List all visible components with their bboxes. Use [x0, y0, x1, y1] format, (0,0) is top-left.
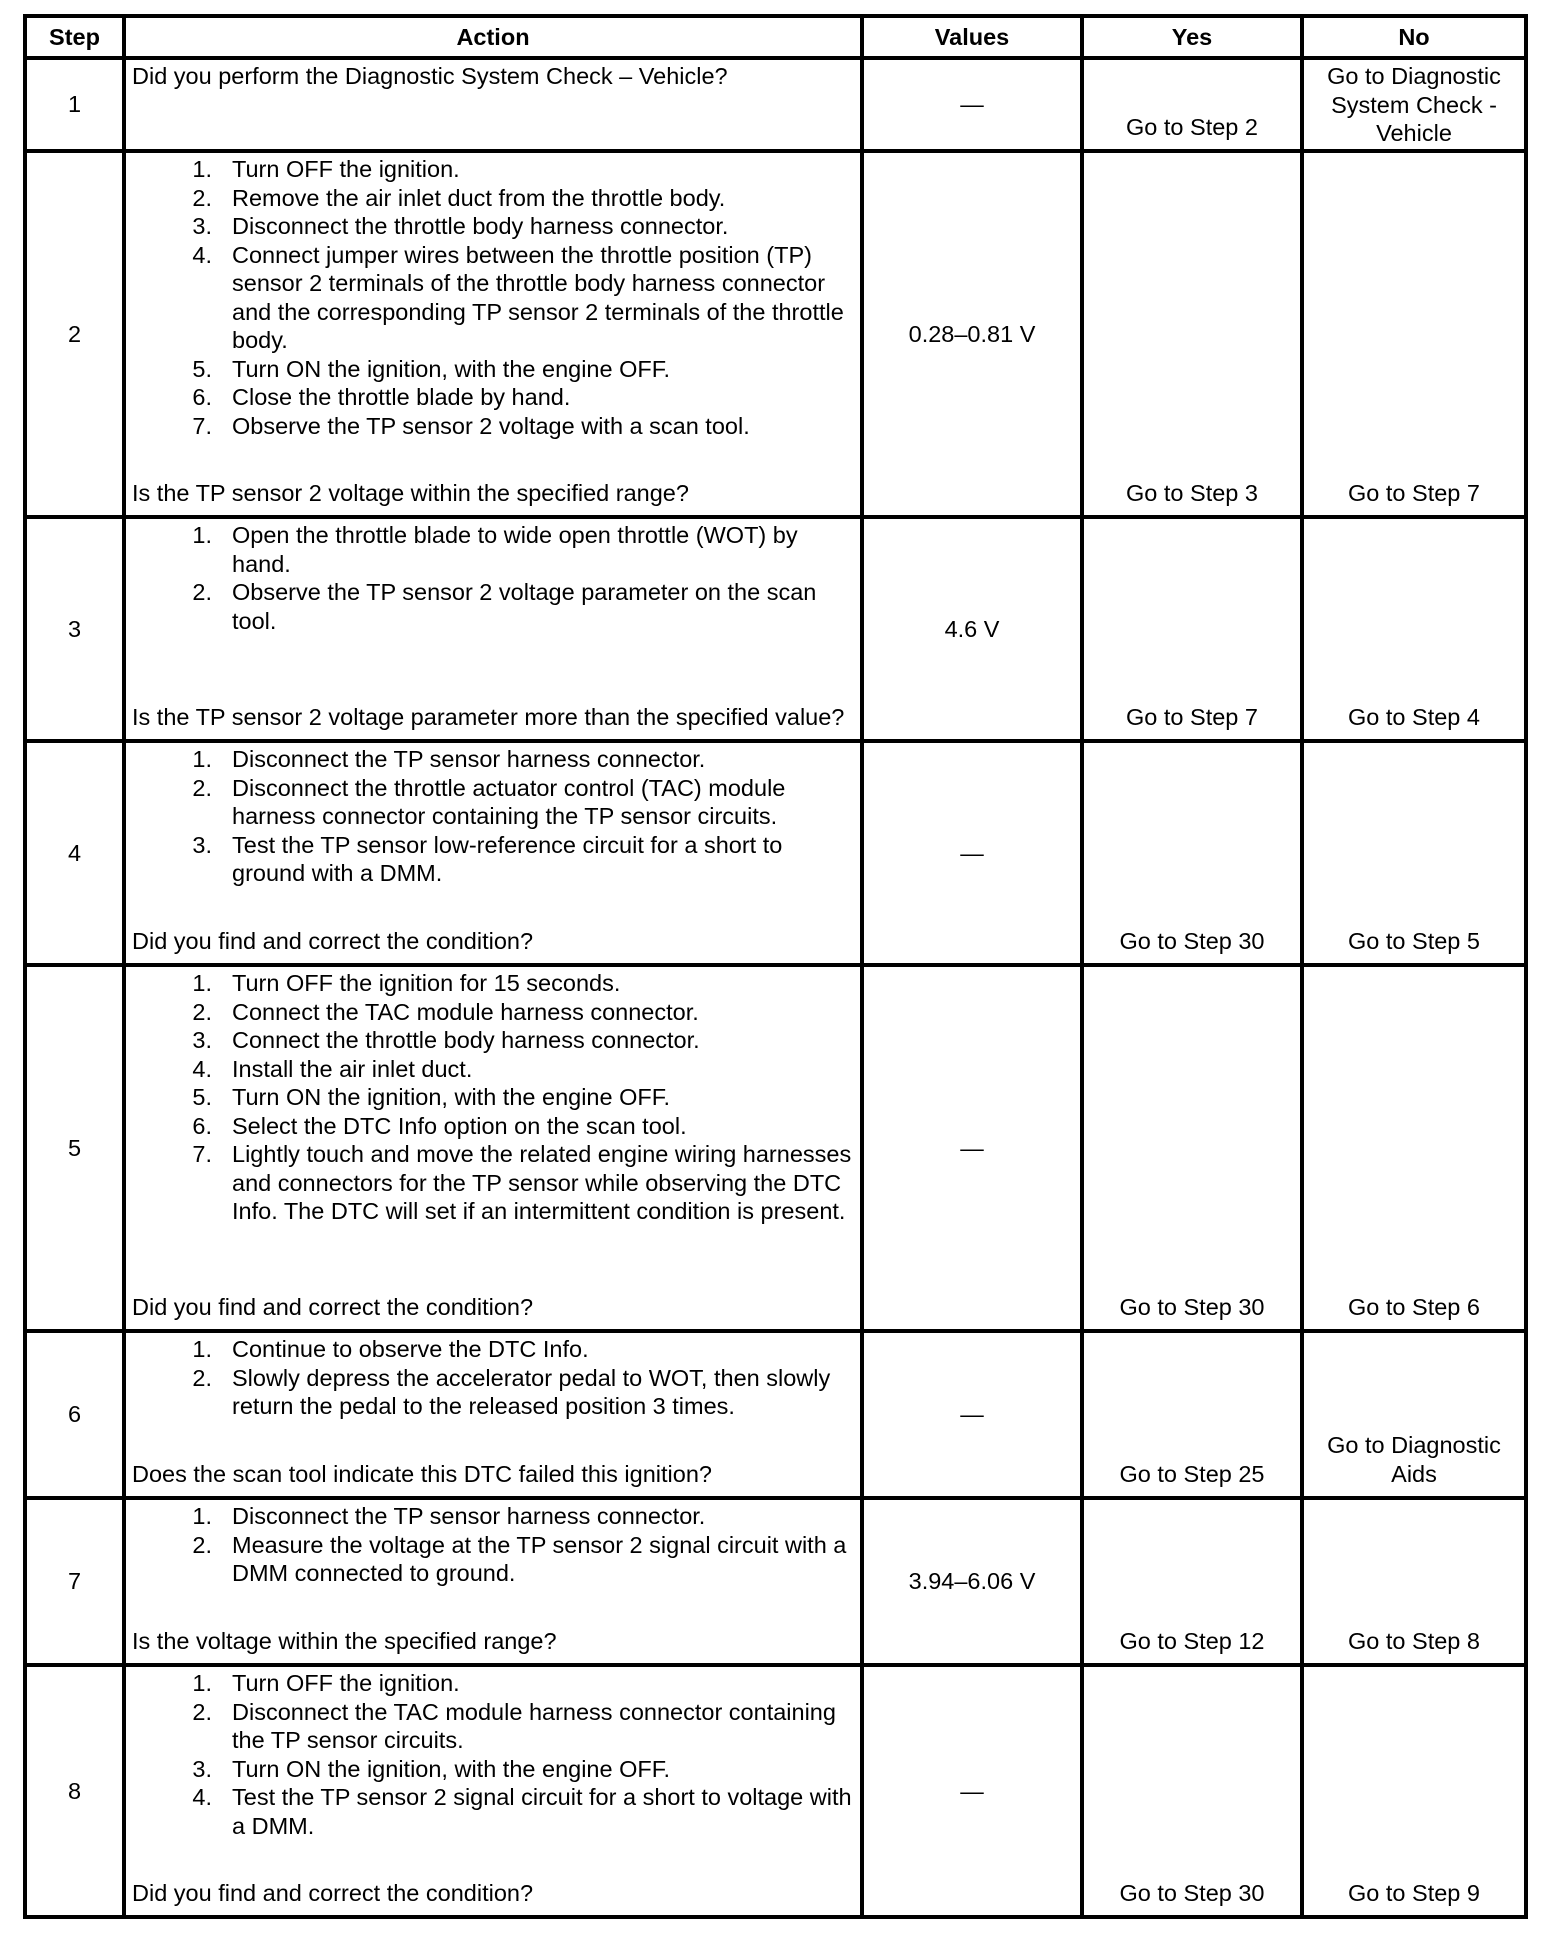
- action-step: [132, 355, 854, 384]
- yes-cell: [1082, 58, 1302, 151]
- action-step: [132, 1055, 854, 1084]
- value-cell: —: [862, 58, 1082, 151]
- action-question: Is the TP sensor 2 voltage parameter more than the specified value?: [132, 703, 845, 730]
- action-step-text: Select the DTC Info option on the scan tool.: [232, 1112, 687, 1139]
- action-step: [132, 212, 854, 241]
- action-step-text: Open the throttle blade to wide open throttle (WOT) by hand.: [232, 522, 798, 577]
- go-to-no-link[interactable]: Go to Step 6: [1348, 1293, 1480, 1320]
- action-step-text: Close the throttle blade by hand.: [232, 384, 571, 410]
- action-step-number: 1.: [192, 522, 212, 548]
- table-row: [25, 58, 1526, 151]
- action-steps-list: [132, 155, 854, 440]
- action-cell: [124, 1498, 862, 1665]
- action-step: [132, 1364, 854, 1421]
- go-to-no-link[interactable]: Go to Step 9: [1348, 1879, 1480, 1906]
- action-step-number: 1.: [192, 1670, 212, 1696]
- action-step-text: Test the TP sensor 2 signal circuit for a short to voltage with a DMM.: [232, 1784, 852, 1839]
- table-body: [25, 58, 1526, 1917]
- action-step-text: Slowly depress the accelerator pedal to WOT, then slowly return the pedal to the released position 3 times.: [232, 1364, 831, 1419]
- go-to-yes-link[interactable]: Go to Step 30: [1119, 1293, 1265, 1320]
- action-step: [132, 1502, 854, 1531]
- go-to-yes-link[interactable]: Go to Step 7: [1126, 703, 1258, 730]
- action-step: [132, 184, 854, 213]
- action-step: [132, 241, 854, 355]
- go-to-yes-link[interactable]: Go to Step 30: [1119, 1879, 1265, 1906]
- action-step: [132, 1112, 854, 1141]
- value-cell: —: [862, 1665, 1082, 1917]
- action-step-number: 2.: [192, 1698, 212, 1725]
- action-step-number: 1.: [192, 746, 212, 772]
- table-row: [25, 965, 1526, 1331]
- action-step: [132, 969, 854, 998]
- go-to-yes-link[interactable]: Go to Step 30: [1119, 927, 1265, 954]
- step-number: 8: [25, 1665, 124, 1917]
- action-question: Did you perform the Diagnostic System Check – Vehicle?: [132, 63, 728, 89]
- action-step-text: Remove the air inlet duct from the throttle body.: [232, 184, 726, 211]
- action-step: [132, 831, 854, 888]
- action-cell: [124, 1331, 862, 1498]
- no-cell: [1302, 965, 1526, 1331]
- action-step: [132, 1783, 854, 1840]
- header-action: Action: [124, 16, 862, 58]
- action-cell: [124, 741, 862, 965]
- yes-cell: [1082, 1665, 1302, 1917]
- yes-cell: [1082, 741, 1302, 965]
- yes-cell: [1082, 151, 1302, 517]
- action-step-text: Connect jumper wires between the throttle position (TP) sensor 2 terminals of the throttle body harness connector and the corresponding TP sensor 2 terminals of the throttle body.: [232, 241, 844, 353]
- value-cell: 4.6 V: [862, 517, 1082, 741]
- action-step-number: 6.: [192, 1112, 212, 1139]
- action-step-text: Disconnect the throttle body harness connector.: [232, 213, 729, 239]
- no-cell: [1302, 1498, 1526, 1665]
- header-values: Values: [862, 16, 1082, 58]
- action-step: [132, 1140, 854, 1226]
- action-step: [132, 155, 854, 184]
- action-step: [132, 745, 854, 774]
- action-step-text: Turn ON the ignition, with the engine OFF.: [232, 1755, 671, 1782]
- action-step-number: 7.: [192, 1141, 212, 1167]
- action-step-text: Test the TP sensor low-reference circuit for a short to ground with a DMM.: [232, 831, 783, 886]
- action-cell: [124, 1665, 862, 1917]
- yes-cell: [1082, 517, 1302, 741]
- action-step-number: 5.: [192, 1084, 212, 1110]
- action-step: [132, 998, 854, 1027]
- action-steps-list: [132, 1669, 854, 1840]
- action-step-text: Disconnect the TAC module harness connector containing the TP sensor circuits.: [232, 1698, 836, 1753]
- action-cell: [124, 517, 862, 741]
- step-number: 3: [25, 517, 124, 741]
- go-to-no-link[interactable]: Go to Diagnostic System Check - Vehicle: [1327, 63, 1501, 146]
- action-step-number: 7.: [192, 412, 212, 439]
- diagnostic-table-frame: [23, 14, 1524, 1919]
- action-step-number: 3.: [192, 1027, 212, 1053]
- action-step: [132, 521, 854, 578]
- step-number: 7: [25, 1498, 124, 1665]
- action-steps-list: [132, 745, 854, 888]
- action-step-number: 3.: [192, 213, 212, 239]
- go-to-yes-link[interactable]: Go to Step 25: [1119, 1460, 1265, 1487]
- action-step: [132, 1026, 854, 1055]
- action-cell: [124, 151, 862, 517]
- header-yes: Yes: [1082, 16, 1302, 58]
- go-to-no-link[interactable]: Go to Step 5: [1348, 927, 1480, 954]
- action-step-number: 5.: [192, 355, 212, 382]
- header-step: Step: [25, 16, 124, 58]
- action-step-text: Turn OFF the ignition.: [232, 1670, 460, 1696]
- action-step: [132, 1669, 854, 1698]
- table-row: [25, 1665, 1526, 1917]
- action-step: [132, 774, 854, 831]
- action-steps-list: [132, 1502, 854, 1588]
- action-step-number: 4.: [192, 1055, 212, 1082]
- action-step-text: Turn ON the ignition, with the engine OFF.: [232, 355, 671, 382]
- action-step-number: 1.: [192, 1503, 212, 1529]
- action-step-text: Observe the TP sensor 2 voltage with a scan tool.: [232, 412, 750, 439]
- action-cell: [124, 58, 862, 151]
- value-cell: —: [862, 1331, 1082, 1498]
- action-question: Did you find and correct the condition?: [132, 1879, 534, 1906]
- no-cell: [1302, 1331, 1526, 1498]
- value-cell: —: [862, 965, 1082, 1331]
- action-step-number: 2.: [192, 184, 212, 211]
- no-cell: [1302, 1665, 1526, 1917]
- no-cell: [1302, 517, 1526, 741]
- header-row: [25, 16, 1526, 58]
- yes-cell: [1082, 1498, 1302, 1665]
- action-step-text: Continue to observe the DTC Info.: [232, 1336, 589, 1362]
- yes-cell: [1082, 965, 1302, 1331]
- header-no: No: [1302, 16, 1526, 58]
- action-step-text: Connect the TAC module harness connector.: [232, 998, 699, 1025]
- action-step-text: Turn OFF the ignition.: [232, 156, 460, 182]
- table-row: [25, 1498, 1526, 1665]
- value-cell: 3.94–6.06 V: [862, 1498, 1082, 1665]
- action-step-number: 2.: [192, 1531, 212, 1558]
- step-number: 4: [25, 741, 124, 965]
- action-step-number: 2.: [192, 998, 212, 1025]
- step-number: 6: [25, 1331, 124, 1498]
- action-step-number: 4.: [192, 241, 212, 268]
- action-cell: [124, 965, 862, 1331]
- go-to-yes-link[interactable]: Go to Step 2: [1126, 113, 1258, 140]
- go-to-no-link[interactable]: Go to Step 4: [1348, 703, 1480, 730]
- table-row: [25, 1331, 1526, 1498]
- table-row: [25, 151, 1526, 517]
- action-question: Does the scan tool indicate this DTC failed this ignition?: [132, 1460, 712, 1487]
- yes-cell: [1082, 1331, 1302, 1498]
- action-step: [132, 1083, 854, 1112]
- no-cell: [1302, 741, 1526, 965]
- action-step-number: 1.: [192, 156, 212, 182]
- action-step-text: Disconnect the TP sensor harness connector.: [232, 1503, 706, 1529]
- action-step-number: 2.: [192, 1364, 212, 1391]
- action-step-number: 1.: [192, 1336, 212, 1362]
- action-step-text: Disconnect the TP sensor harness connector.: [232, 746, 706, 772]
- action-steps-list: [132, 1335, 854, 1421]
- action-step-number: 6.: [192, 384, 212, 410]
- action-step-number: 2.: [192, 579, 212, 605]
- go-to-no-link[interactable]: Go to Step 8: [1348, 1627, 1480, 1654]
- action-step: [132, 1755, 854, 1784]
- action-question: Is the voltage within the specified range?: [132, 1627, 557, 1654]
- step-number: 5: [25, 965, 124, 1331]
- table-row: [25, 741, 1526, 965]
- go-to-yes-link[interactable]: Go to Step 12: [1119, 1627, 1265, 1654]
- action-step-number: 4.: [192, 1784, 212, 1810]
- action-step: [132, 1335, 854, 1364]
- step-number: 2: [25, 151, 124, 517]
- action-step: [132, 412, 854, 441]
- table-row: [25, 517, 1526, 741]
- go-to-no-link[interactable]: Go to Diagnostic Aids: [1327, 1432, 1501, 1487]
- action-step-text: Turn OFF the ignition for 15 seconds.: [232, 970, 621, 996]
- action-steps-list: [132, 521, 854, 635]
- action-step-text: Turn ON the ignition, with the engine OFF.: [232, 1084, 671, 1110]
- value-cell: 0.28–0.81 V: [862, 151, 1082, 517]
- action-step: [132, 578, 854, 635]
- step-number: 1: [25, 58, 124, 151]
- action-step-number: 2.: [192, 774, 212, 801]
- action-question: Is the TP sensor 2 voltage within the specified range?: [132, 479, 689, 506]
- no-cell: [1302, 58, 1526, 151]
- value-cell: —: [862, 741, 1082, 965]
- action-step-number: 3.: [192, 831, 212, 858]
- action-question: Did you find and correct the condition?: [132, 927, 534, 954]
- action-step-text: Lightly touch and move the related engine wiring harnesses and connectors for the TP sensor while observing the DTC Info. The DTC will set if an intermittent condition is present.: [232, 1141, 852, 1224]
- action-step-text: Measure the voltage at the TP sensor 2 signal circuit with a DMM connected to ground.: [232, 1531, 847, 1586]
- action-step: [132, 383, 854, 412]
- action-step-text: Install the air inlet duct.: [232, 1055, 473, 1082]
- action-question: Did you find and correct the condition?: [132, 1293, 534, 1320]
- go-to-no-link[interactable]: Go to Step 7: [1348, 479, 1480, 506]
- action-step: [132, 1698, 854, 1755]
- action-step-text: Connect the throttle body harness connector.: [232, 1027, 700, 1053]
- diagnostic-table: [23, 14, 1528, 1919]
- action-step-text: Observe the TP sensor 2 voltage parameter on the scan tool.: [232, 579, 817, 634]
- action-step-text: Disconnect the throttle actuator control (TAC) module harness connector containing the TP sensor circuits.: [232, 774, 786, 829]
- action-steps-list: [132, 969, 854, 1226]
- go-to-yes-link[interactable]: Go to Step 3: [1126, 479, 1258, 506]
- no-cell: [1302, 151, 1526, 517]
- action-step-number: 3.: [192, 1755, 212, 1782]
- action-step: [132, 1531, 854, 1588]
- action-step-number: 1.: [192, 970, 212, 996]
